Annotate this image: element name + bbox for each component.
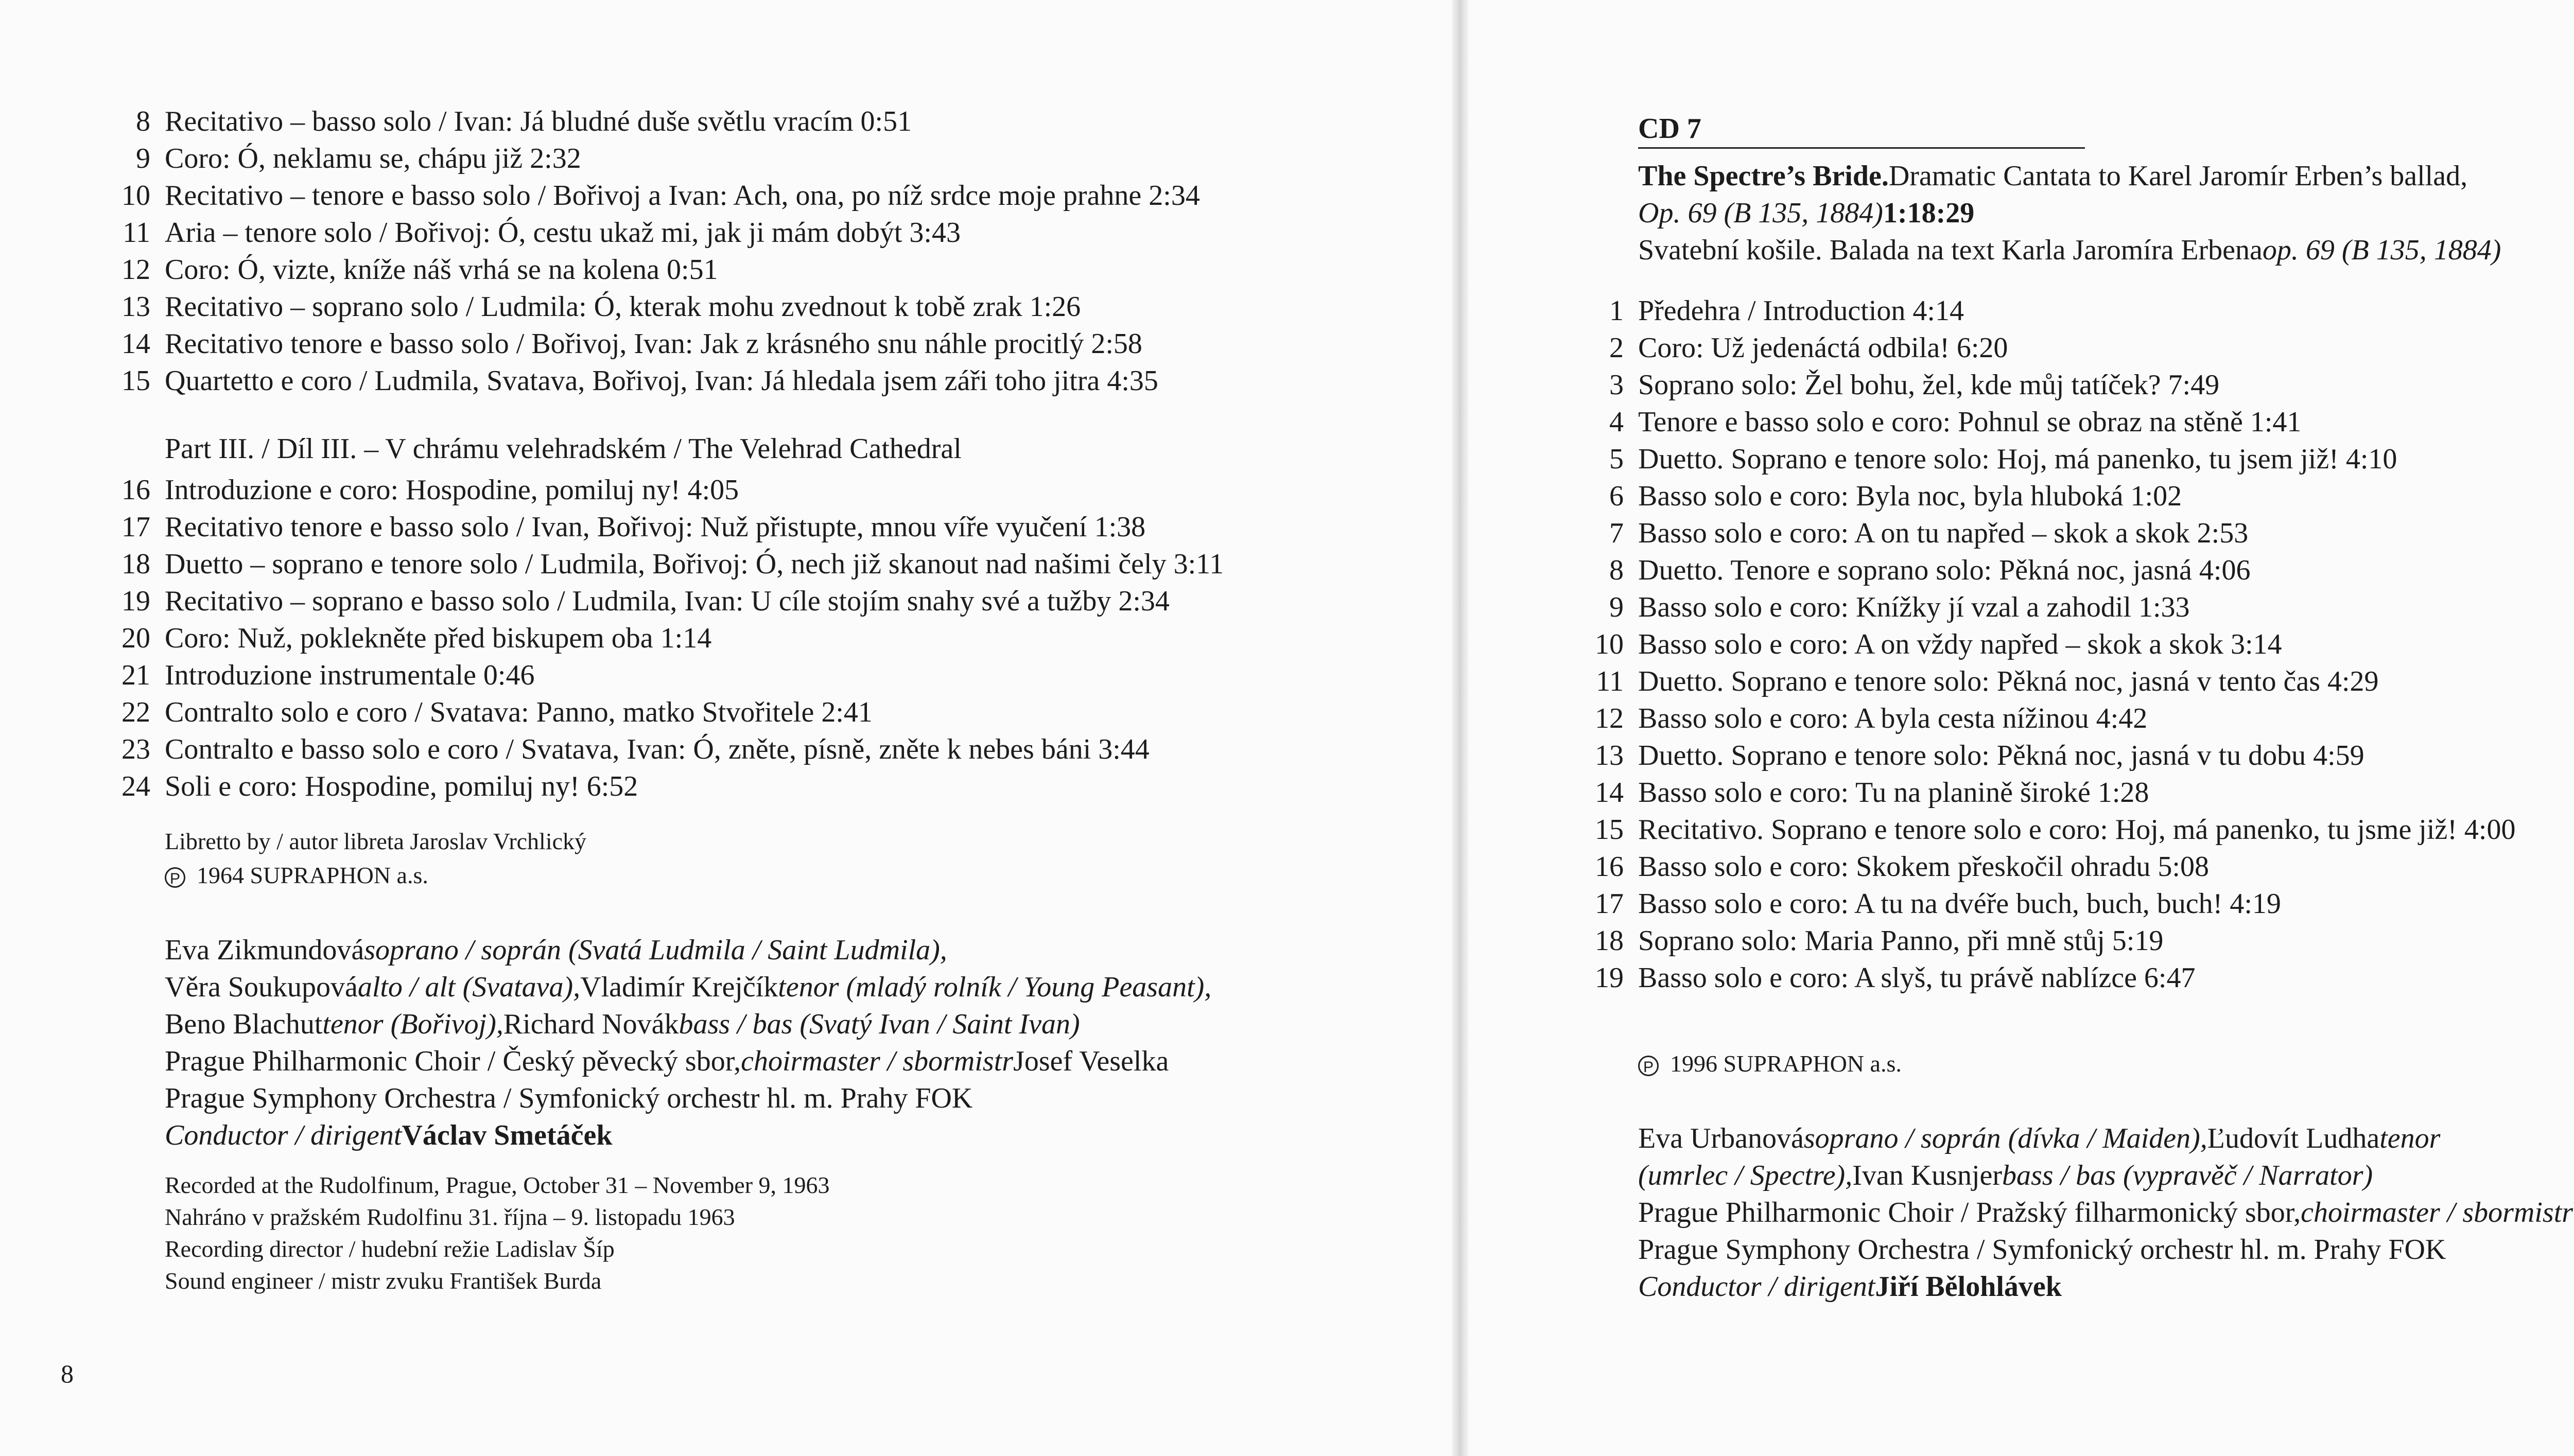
- track-number: 18: [1595, 925, 1624, 957]
- track-number: 17: [121, 511, 150, 543]
- track-title: Duetto. Soprano e tenore solo: Hoj, má panenko, tu jsem již! 4:10: [1638, 443, 2397, 475]
- conductor-name: Václav Smetáček: [402, 1119, 613, 1151]
- libretto-credit: Libretto by / autor libreta Jaroslav Vrchlický: [165, 828, 587, 854]
- work-title: The Spectre’s Bride.: [1638, 160, 1889, 192]
- track-number: 9: [1609, 591, 1624, 623]
- track-number: 18: [121, 548, 150, 580]
- track-row: [108, 103, 1200, 140]
- performer-role: tenor (Bořivoj),: [322, 1008, 503, 1040]
- track-number: 14: [121, 328, 150, 360]
- recording-line: Nahráno v pražském Rudolfinu 31. října – 9. listopadu 1963: [165, 1204, 735, 1230]
- track-number: 19: [1595, 962, 1624, 994]
- track-row: [1581, 589, 2515, 626]
- track-title: Introduzione e coro: Hospodine, pomiluj ny! 4:05: [165, 474, 739, 506]
- track-row: [108, 362, 1200, 399]
- work-opus: Op. 69 (B 135, 1884): [1638, 197, 1883, 229]
- track-row: [1581, 811, 2515, 848]
- track-row: [108, 140, 1200, 177]
- track-number: 14: [1595, 777, 1624, 809]
- track-row: [108, 731, 1224, 768]
- orchestra: Prague Symphony Orchestra / Symfonický orchestr hl. m. Prahy FOK: [1638, 1234, 2446, 1266]
- copyright-text: 1964 SUPRAPHON a.s.: [197, 862, 428, 888]
- track-title: Coro: Ó, neklamu se, chápu již 2:32: [165, 143, 581, 174]
- part-heading: Part III. / Díl III. – V chrámu velehradském / The Velehrad Cathedral: [165, 433, 962, 465]
- track-title: Basso solo e coro: A slyš, tu právě nablízce 6:47: [1638, 962, 2196, 994]
- track-row: [108, 508, 1224, 546]
- track-number: 3: [1609, 369, 1624, 401]
- performer-role: tenor: [2379, 1122, 2441, 1154]
- track-row: [1581, 922, 2515, 959]
- track-number: 8: [1609, 554, 1624, 586]
- track-number: 15: [1595, 814, 1624, 846]
- performer-role: bass / bas (vypravěč / Narrator): [2002, 1160, 2373, 1191]
- track-title: Basso solo e coro: A on tu napřed – skok a skok 2:53: [1638, 517, 2249, 549]
- performers-block: [165, 932, 1211, 1154]
- book-spine: [1452, 0, 1468, 1456]
- track-number: 15: [121, 365, 150, 397]
- track-row: [1581, 329, 2515, 366]
- conductor-name: Jiří Bělohlávek: [1875, 1271, 2062, 1303]
- track-row: [108, 546, 1224, 583]
- track-number: 19: [121, 585, 150, 617]
- track-number: 7: [1609, 517, 1624, 549]
- track-title: Recitativo – soprano solo / Ludmila: Ó, kterak mohu zvednout k tobě zrak 1:26: [165, 291, 1081, 323]
- tracklist-part2: [108, 103, 1200, 399]
- track-row: [1581, 700, 2515, 737]
- track-number: 21: [121, 659, 150, 691]
- track-row: [108, 620, 1224, 657]
- choir: Prague Philharmonic Choir / Pražský filharmonický sbor,: [1638, 1197, 2301, 1229]
- track-title: Soli e coro: Hospodine, pomiluj ny! 6:52: [165, 770, 638, 802]
- performer-name: Eva Zikmundová: [165, 934, 364, 966]
- track-row: [1581, 848, 2515, 885]
- track-row: [1581, 292, 2515, 329]
- performer-name: Eva Urbanová: [1638, 1122, 1804, 1154]
- track-number: 9: [136, 143, 150, 174]
- track-row: [1581, 552, 2515, 589]
- track-title: Coro: Nuž, poklekněte před biskupem oba 1:14: [165, 622, 712, 654]
- track-row: [1581, 515, 2515, 552]
- track-row: [108, 768, 1224, 805]
- track-number: 16: [1595, 851, 1624, 883]
- performer-name: Richard Novák: [503, 1008, 679, 1040]
- work-czech-title: Svatební košile. Balada na text Karla Jaromíra Erbena: [1638, 234, 2263, 266]
- orchestra: Prague Symphony Orchestra / Symfonický orchestr hl. m. Prahy FOK: [165, 1082, 973, 1114]
- track-row: [108, 288, 1200, 325]
- phonogram-icon: P: [1638, 1056, 1659, 1076]
- track-row: [1581, 404, 2515, 441]
- performer-role: soprano / soprán (Svatá Ludmila / Saint Ludmila),: [364, 934, 947, 966]
- track-title: Coro: Už jedenáctá odbila! 6:20: [1638, 332, 2008, 364]
- recording-line: Recorded at the Rudolfinum, Prague, October 31 – November 9, 1963: [165, 1172, 830, 1198]
- track-row: [1581, 774, 2515, 811]
- track-title: Tenore e basso solo e coro: Pohnul se obraz na stěně 1:41: [1638, 406, 2302, 438]
- track-title: Basso solo e coro: A tu na dvéře buch, buch, buch! 4:19: [1638, 888, 2281, 920]
- track-row: [1581, 626, 2515, 663]
- track-title: Contralto e basso solo e coro / Svatava, Ivan: Ó, zněte, písně, zněte k nebes báni 3:44: [165, 733, 1150, 765]
- track-title: Coro: Ó, vizte, kníže náš vrhá se na kolena 0:51: [165, 254, 718, 286]
- track-title: Recitativo tenore e basso solo / Ivan, Bořivoj: Nuž přistupte, mnou víře vyučení 1:38: [165, 511, 1146, 543]
- track-title: Aria – tenore solo / Bořivoj: Ó, cestu ukaž mi, jak ji mám dobýt 3:43: [165, 217, 961, 249]
- performer-name: Ľudovít Ludha: [2207, 1122, 2380, 1154]
- track-row: [1581, 478, 2515, 515]
- track-title: Recitativo – soprano e basso solo / Ludmila, Ivan: U cíle stojím snahy své a tužby 2:34: [165, 585, 1170, 617]
- performer-role: tenor (mladý rolník / Young Peasant),: [778, 971, 1212, 1003]
- track-number: 16: [121, 474, 150, 506]
- track-row: [108, 694, 1224, 731]
- performer-role: soprano / soprán (dívka / Maiden),: [1803, 1122, 2207, 1154]
- track-title: Basso solo e coro: Skokem přeskočil ohradu 5:08: [1638, 851, 2209, 883]
- choir: Prague Philharmonic Choir / Český pěvecký sbor,: [165, 1045, 741, 1077]
- work-heading: [1638, 157, 2501, 269]
- track-title: Duetto – soprano e tenore solo / Ludmila, Bořivoj: Ó, nech již skanout nad našimi čely 3:11: [165, 548, 1224, 580]
- work-duration: 1:18:29: [1883, 197, 1975, 229]
- copyright-line: [165, 859, 428, 891]
- cd-label: CD 7: [1638, 113, 1701, 145]
- track-title: Soprano solo: Žel bohu, žel, kde můj tatíček? 7:49: [1638, 369, 2220, 401]
- track-row: [108, 251, 1200, 288]
- track-row: [108, 177, 1200, 214]
- track-number: 17: [1595, 888, 1624, 920]
- performer-role: (umrlec / Spectre),: [1638, 1160, 1853, 1191]
- track-number: 6: [1609, 480, 1624, 512]
- track-row: [108, 471, 1224, 508]
- track-row: [1581, 737, 2515, 774]
- track-number: 12: [1595, 703, 1624, 734]
- track-title: Basso solo e coro: A on vždy napřed – skok a skok 3:14: [1638, 628, 2282, 660]
- performers-block: [1638, 1120, 2574, 1305]
- track-title: Soprano solo: Maria Panno, při mně stůj 5:19: [1638, 925, 2164, 957]
- track-row: [1581, 663, 2515, 700]
- track-number: 12: [121, 254, 150, 286]
- track-number: 22: [121, 696, 150, 728]
- track-title: Duetto. Soprano e tenore solo: Pěkná noc, jasná v tu dobu 4:59: [1638, 740, 2364, 771]
- track-row: [1581, 885, 2515, 922]
- track-title: Basso solo e coro: Tu na planině široké 1:28: [1638, 777, 2149, 809]
- work-czech-opus: op. 69 (B 135, 1884): [2262, 234, 2501, 266]
- performer-name: Beno Blachut: [165, 1008, 323, 1040]
- choirmaster-name: Josef Veselka: [1013, 1045, 1169, 1077]
- track-number: 10: [121, 180, 150, 212]
- track-title: Quartetto e coro / Ludmila, Svatava, Bořivoj, Ivan: Já hledala jsem záři toho jitra 4:35: [165, 365, 1158, 397]
- track-title: Basso solo e coro: Byla noc, byla hluboká 1:02: [1638, 480, 2182, 512]
- work-description: Dramatic Cantata to Karel Jaromír Erben’s ballad,: [1888, 160, 2468, 192]
- track-row: [108, 325, 1200, 362]
- track-title: Contralto solo e coro / Svatava: Panno, matko Stvořitele 2:41: [165, 696, 873, 728]
- track-row: [108, 214, 1200, 251]
- cd-rule: [1638, 147, 2085, 149]
- track-number: 5: [1609, 443, 1624, 475]
- conductor-role: Conductor / dirigent: [1638, 1271, 1875, 1303]
- track-title: Recitativo. Soprano e tenore solo e coro: Hoj, má panenko, tu jsme již! 4:00: [1638, 814, 2516, 846]
- recording-line: Recording director / hudební režie Ladislav Šíp: [165, 1236, 615, 1262]
- copyright-text: 1996 SUPRAPHON a.s.: [1670, 1050, 1902, 1077]
- track-number: 24: [121, 770, 150, 802]
- track-row: [108, 583, 1224, 620]
- track-title: Basso solo e coro: Knížky jí vzal a zahodil 1:33: [1638, 591, 2190, 623]
- right-page: [1468, 0, 2574, 1456]
- page-number: 8: [61, 1359, 74, 1388]
- track-number: 23: [121, 733, 150, 765]
- track-number: 8: [136, 106, 150, 137]
- track-number: 13: [1595, 740, 1624, 771]
- track-number: 1: [1609, 295, 1624, 327]
- choirmaster-role: choirmaster / sbormistr: [741, 1045, 1014, 1077]
- track-number: 4: [1609, 406, 1624, 438]
- tracklist-cd7: [1581, 292, 2515, 996]
- performer-name: Věra Soukupová: [165, 971, 358, 1003]
- track-title: Recitativo tenore e basso solo / Bořivoj, Ivan: Jak z krásného snu náhle procitlý 2:58: [165, 328, 1142, 360]
- track-title: Recitativo – tenore e basso solo / Bořivoj a Ivan: Ach, ona, po níž srdce moje prahne 2:34: [165, 180, 1200, 212]
- track-title: Duetto. Tenore e soprano solo: Pěkná noc, jasná 4:06: [1638, 554, 2251, 586]
- track-number: 13: [121, 291, 150, 323]
- choirmaster-role: choirmaster / sbormistr: [2301, 1197, 2573, 1229]
- recording-info: [165, 1169, 830, 1297]
- track-title: Předehra / Introduction 4:14: [1638, 295, 1964, 327]
- copyright-line: [1638, 1048, 1902, 1080]
- performer-name: Ivan Kusnjer: [1852, 1160, 2003, 1191]
- track-row: [1581, 366, 2515, 404]
- conductor-role: Conductor / dirigent: [165, 1119, 402, 1151]
- track-title: Basso solo e coro: A byla cesta nížinou 4:42: [1638, 703, 2148, 734]
- track-title: Recitativo – basso solo / Ivan: Já bludné duše světlu vracím 0:51: [165, 106, 912, 137]
- track-number: 10: [1595, 628, 1624, 660]
- track-number: 2: [1609, 332, 1624, 364]
- track-row: [1581, 441, 2515, 478]
- track-number: 11: [1596, 665, 1624, 697]
- performer-name: Vladimír Krejčík: [580, 971, 778, 1003]
- track-row: [1581, 959, 2515, 996]
- track-row: [108, 657, 1224, 694]
- tracklist-part3: [108, 471, 1224, 805]
- performer-role: alto / alt (Svatava),: [357, 971, 581, 1003]
- phonogram-icon: P: [165, 867, 185, 888]
- track-number: 11: [123, 217, 150, 249]
- track-title: Introduzione instrumentale 0:46: [165, 659, 535, 691]
- performer-role: bass / bas (Svatý Ivan / Saint Ivan): [679, 1008, 1080, 1040]
- recording-line: Sound engineer / mistr zvuku František Burda: [165, 1268, 602, 1294]
- track-title: Duetto. Soprano e tenore solo: Pěkná noc, jasná v tento čas 4:29: [1638, 665, 2379, 697]
- track-number: 20: [121, 622, 150, 654]
